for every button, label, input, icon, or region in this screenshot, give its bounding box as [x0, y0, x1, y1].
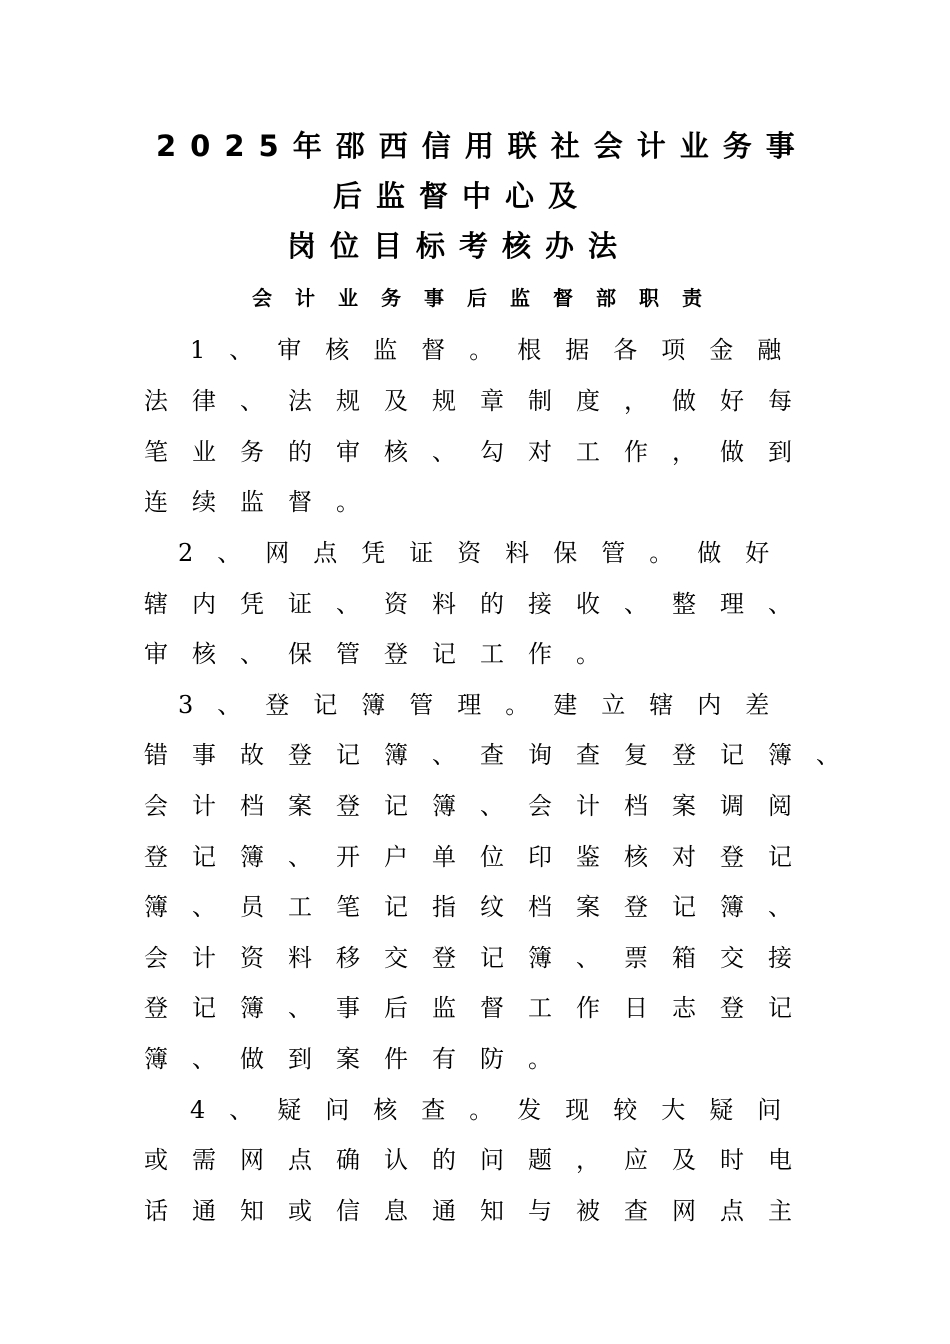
body-line: 错事故登记簿、查询查复登记簿、 — [144, 741, 864, 769]
body-line: 辖内凭证、资料的接收、整理、 — [144, 590, 816, 618]
body-line: 话通知或信息通知与被查网点主 — [144, 1197, 816, 1225]
body-line: 1、审核监督。根据各项金融 — [190, 336, 806, 364]
document-title-line-3: 岗位目标考核办法 — [287, 229, 632, 263]
body-line: 笔业务的审核、勾对工作，做到 — [144, 438, 816, 466]
section-subtitle: 会计业务事后监督部职责 — [252, 286, 725, 310]
body-line: 登记簿、事后监督工作日志登记 — [144, 994, 816, 1022]
body-line: 会计资料移交登记簿、票箱交接 — [144, 944, 816, 972]
body-line: 连续监督。 — [144, 488, 384, 516]
document-title-line-2: 后监督中心及 — [333, 179, 592, 213]
body-line: 登记簿、开户单位印鉴核对登记 — [144, 843, 816, 871]
body-line: 4、疑问核查。发现较大疑问 — [190, 1096, 806, 1124]
document-title-line-1: 2025年邵西信用联社会计业务事 — [156, 129, 809, 163]
body-line: 会计档案登记簿、会计档案调阅 — [144, 792, 816, 820]
body-line: 3、登记簿管理。建立辖内差 — [178, 691, 794, 719]
body-line: 簿、员工笔记指纹档案登记簿、 — [144, 893, 816, 921]
body-line: 法律、法规及规章制度，做好每 — [144, 387, 816, 415]
body-line: 簿、做到案件有防。 — [144, 1045, 576, 1073]
body-line: 2、网点凭证资料保管。做好 — [178, 539, 794, 567]
body-line: 审核、保管登记工作。 — [144, 640, 624, 668]
body-line: 或需网点确认的问题，应及时电 — [144, 1146, 816, 1174]
